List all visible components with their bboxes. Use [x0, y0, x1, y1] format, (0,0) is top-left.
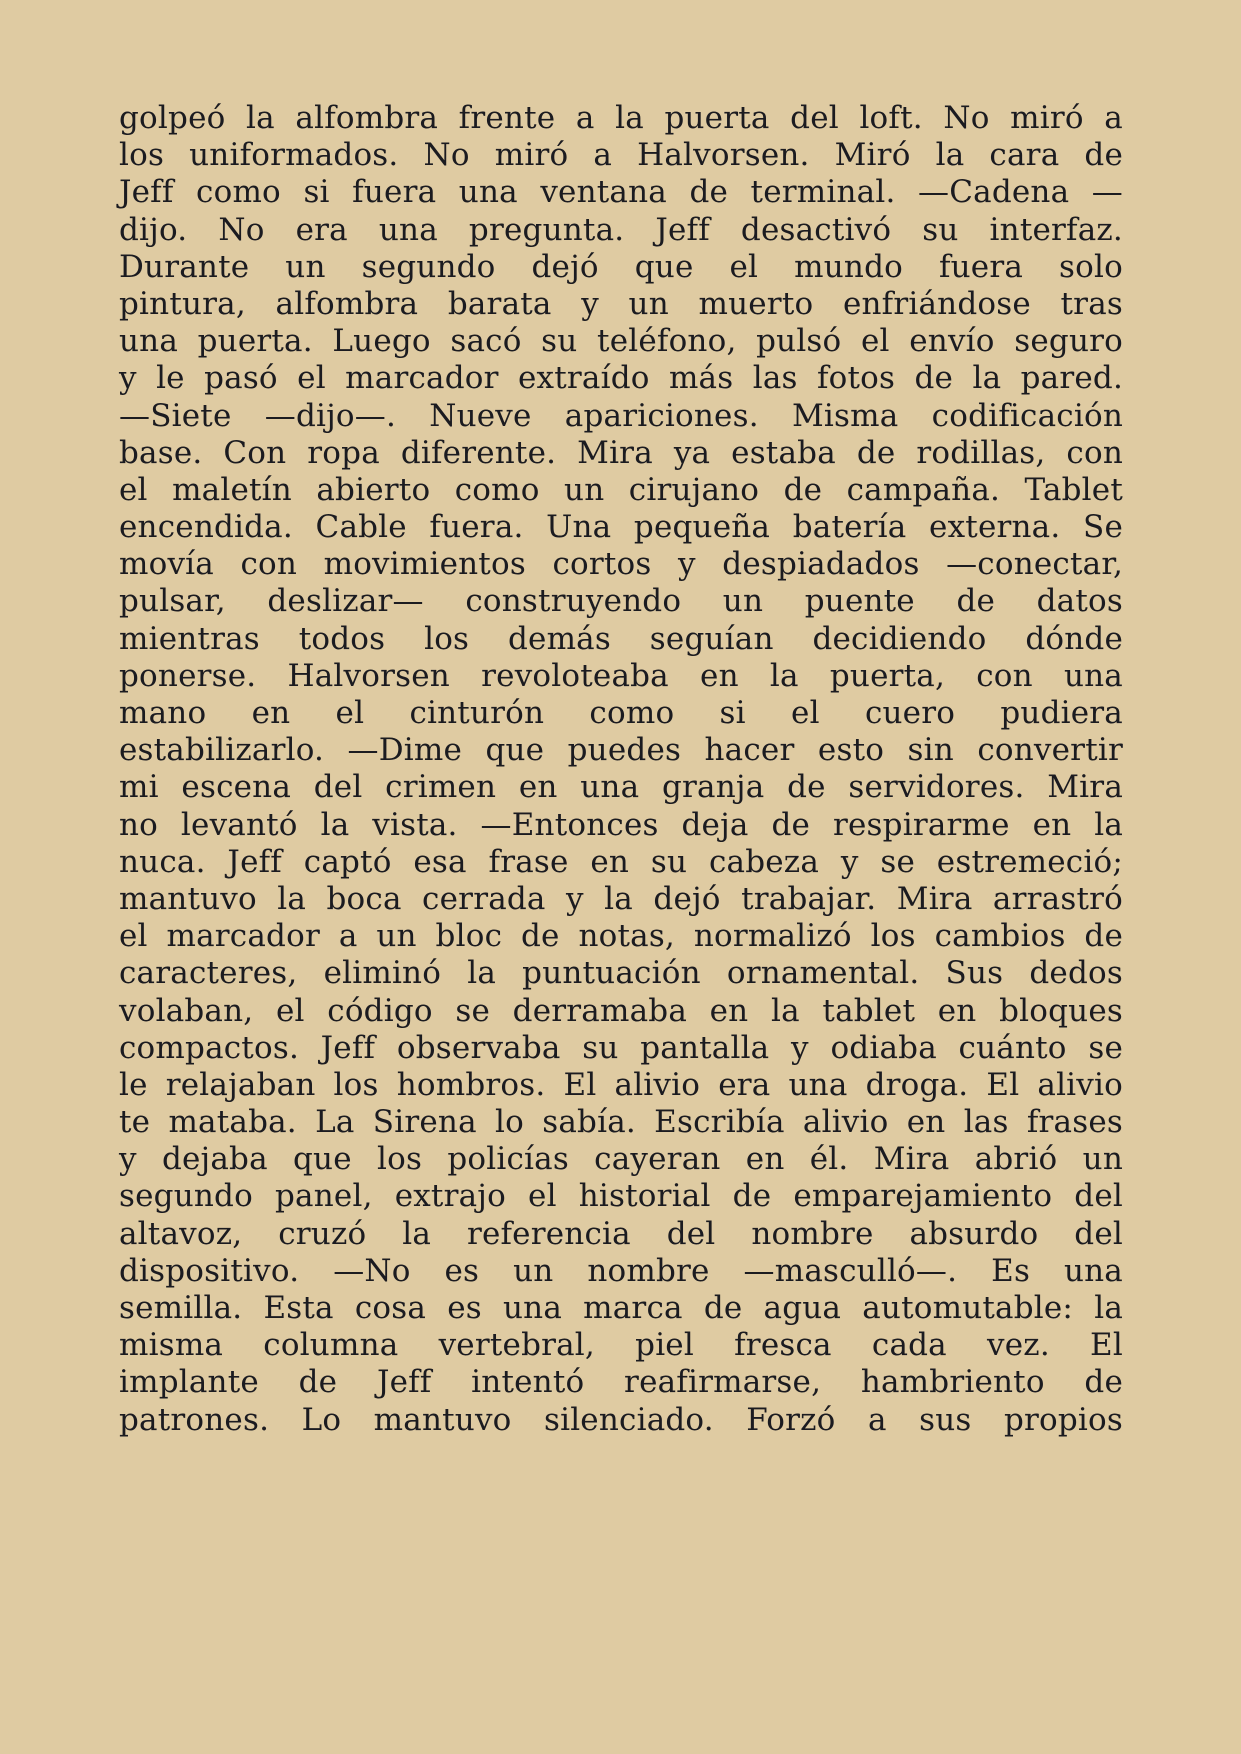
text-line: una puerta. Luego sacó su teléfono, pulsó el envío seguro: [119, 323, 1123, 360]
text-line: mano en el cinturón como si el cuero pudiera: [119, 695, 1123, 731]
text-line: dijo. No era una pregunta. Jeff desactivó su interfaz.: [119, 211, 1123, 248]
text-line: segundo panel, extrajo el historial de emparejamiento del: [119, 1178, 1123, 1215]
text-line: implante de Jeff intentó reafirmarse, hambriento de: [119, 1364, 1123, 1401]
body-text: [119, 100, 1123, 1439]
text-line: caracteres, eliminó la puntuación ornamental. Sus dedos: [119, 955, 1123, 992]
text-line: nuca. Jeff captó esa frase en su cabeza y se estremeció;: [119, 843, 1123, 880]
text-line: y dejaba que los policías cayeran en él. Mira abrió un: [119, 1141, 1123, 1178]
text-line: golpeó la alfombra frente a la puerta del loft. No miró a: [119, 100, 1123, 136]
text-line: volaban, el código se derramaba en la tablet en bloques: [119, 992, 1123, 1029]
text-line: ponerse. Halvorsen revoloteaba en la puerta, con una: [119, 657, 1123, 694]
text-line: Durante un segundo dejó que el mundo fuera solo: [119, 248, 1123, 285]
text-line: compactos. Jeff observaba su pantalla y odiaba cuánto se: [119, 1029, 1123, 1066]
text-line: los uniformados. No miró a Halvorsen. Miró la cara de: [119, 137, 1123, 174]
text-line: base. Con ropa diferente. Mira ya estaba de rodillas, con: [119, 434, 1123, 471]
text-line: —Siete —dijo—. Nueve apariciones. Misma codificación: [119, 397, 1123, 434]
text-line: mientras todos los demás seguían decidiendo dónde: [119, 620, 1123, 657]
text-line: Jeff como si fuera una ventana de terminal. —Cadena —: [119, 174, 1123, 211]
text-line: el maletín abierto como un cirujano de campaña. Tablet: [119, 471, 1123, 508]
text-line: no levantó la vista. —Entonces deja de respirarme en la: [119, 806, 1123, 843]
text-line: patrones. Lo mantuvo silenciado. Forzó a sus propios: [119, 1401, 1123, 1438]
text-line: dispositivo. —No es un nombre —masculló—. Es una: [119, 1252, 1123, 1289]
text-line: mantuvo la boca cerrada y la dejó trabajar. Mira arrastró: [119, 880, 1123, 917]
text-line: encendida. Cable fuera. Una pequeña batería externa. Se: [119, 509, 1123, 546]
text-line: te mataba. La Sirena lo sabía. Escribía alivio en las frases: [119, 1104, 1123, 1141]
text-line: semilla. Esta cosa es una marca de agua automutable: la: [119, 1290, 1123, 1326]
text-line: estabilizarlo. —Dime que puedes hacer esto sin convertir: [119, 732, 1123, 769]
text-line: movía con movimientos cortos y despiadados —conectar,: [119, 546, 1123, 583]
text-line: mi escena del crimen en una granja de servidores. Mira: [119, 769, 1123, 806]
text-line: el marcador a un bloc de notas, normalizó los cambios de: [119, 918, 1123, 955]
text-line: misma columna vertebral, piel fresca cada vez. El: [119, 1327, 1123, 1364]
text-line: y le pasó el marcador extraído más las fotos de la pared.: [119, 360, 1123, 397]
text-line: pulsar, deslizar— construyendo un puente de datos: [119, 583, 1123, 620]
text-line: altavoz, cruzó la referencia del nombre absurdo del: [119, 1215, 1123, 1252]
text-line: pintura, alfombra barata y un muerto enfriándose tras: [119, 285, 1123, 322]
text-line: le relajaban los hombros. El alivio era una droga. El alivio: [119, 1066, 1123, 1103]
